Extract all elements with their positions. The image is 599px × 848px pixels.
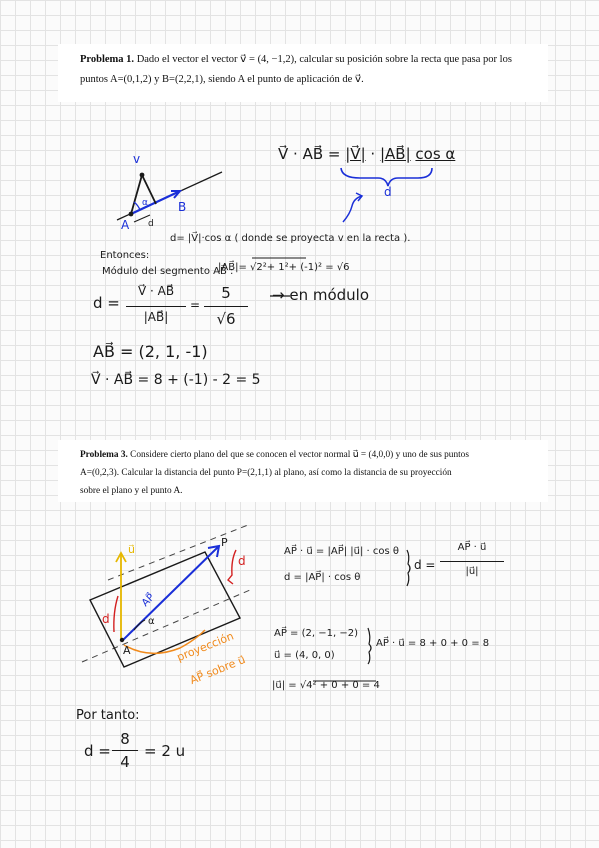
fraction-2-den: √6 xyxy=(216,310,236,328)
fig3-label-p: P xyxy=(221,536,228,549)
modulus-u: |u⃗| = √4² + 0 + 0 = 4 xyxy=(272,680,380,691)
fraction-1-den: |AB⃗| xyxy=(143,310,169,324)
fig3-label-ap: AP⃗ xyxy=(139,592,157,609)
d-lhs-3: d = xyxy=(414,558,436,572)
modulo-expr: |AB⃗|= √2²+ 1²+ (-1)² = √6 xyxy=(218,262,350,273)
proyeccion-sub: AP⃗ sobre u⃗ xyxy=(188,653,248,688)
fraction-1-num: V⃗ · AB⃗ xyxy=(137,284,175,298)
ab-vector: AB⃗ = (2, 1, -1) xyxy=(93,342,208,361)
eq-d-projection: d = |AP⃗| · cos θ xyxy=(284,572,361,583)
dot-calc-3: AP⃗ · u⃗ = 8 + 0 + 0 = 8 xyxy=(376,638,490,649)
modulo-label: Módulo del segmento AB⃗ : xyxy=(102,266,234,277)
formula-cos: cos α xyxy=(415,145,456,163)
fig3-label-d-right: d xyxy=(238,554,246,568)
ap-vector: AP⃗ = (2, −1, −2) xyxy=(274,628,358,639)
red-bracket-left xyxy=(114,596,118,632)
fig1-label-d: d xyxy=(148,219,154,229)
eq-dot-product: AP⃗ · u⃗ = |AP⃗| |u⃗| · cos θ xyxy=(284,546,400,557)
d-lhs: d = xyxy=(93,294,120,312)
d-definition: d= |V⃗|·cos α ( donde se proyecta v en la recta ). xyxy=(170,233,411,244)
en-modulo-note: → en módulo xyxy=(272,286,370,304)
proyeccion-label: proyección xyxy=(175,629,236,665)
fig1-label-alpha: α xyxy=(142,198,148,208)
d-equals: = xyxy=(190,298,201,312)
formula-dot: · xyxy=(370,145,376,163)
fig3-label-a: A xyxy=(123,644,131,657)
final-num: 8 xyxy=(120,730,130,748)
fig1-label-v: v xyxy=(133,152,141,166)
formula-lhs: V⃗ · AB⃗ = xyxy=(278,145,341,163)
problem-1-label: Problema 1. xyxy=(80,54,135,65)
final-rhs: = 2 u xyxy=(144,742,186,760)
fig3-label-u: u⃗ xyxy=(128,543,135,556)
entonces-label: Entonces: xyxy=(100,250,150,261)
red-bracket-right xyxy=(228,550,236,584)
fraction-2-num: 5 xyxy=(221,284,231,302)
fraction-3-num: AP⃗ · u⃗ xyxy=(457,542,487,553)
fig3-label-d-left: d xyxy=(102,612,110,626)
problem-3-label: Problema 3. xyxy=(80,450,128,460)
fraction-3-den: |u⃗| xyxy=(465,566,479,577)
plane-rectangle xyxy=(90,552,240,667)
fig1-label-b: B xyxy=(178,200,187,214)
dot-product-calc: V⃗ · AB⃗ = 8 + (-1) - 2 = 5 xyxy=(91,372,261,388)
problem-3-line-1: Considere cierto plano del que se conocen el vector normal u⃗ = (4,0,0) y uno de sus puntos xyxy=(127,450,469,460)
fig3-label-alpha: α xyxy=(148,616,155,627)
brace-label-d: d xyxy=(384,185,392,199)
problem-1-line-1: Dado el vector el vector v⃗ = (4, −1,2), calcular su posición sobre la recta que pasa por los xyxy=(134,54,512,65)
problem-1-line-2: puntos A=(0,1,2) y B=(2,2,1), siendo A el punto de aplicación de v⃗. xyxy=(80,74,364,85)
final-lhs: d = xyxy=(84,742,111,760)
formula-mod-ab: |AB⃗| xyxy=(379,145,411,163)
dashed-line-bottom xyxy=(82,590,250,665)
problem-3-line-3: sobre el plano y el punto A. xyxy=(80,486,183,496)
fig1-label-a: A xyxy=(121,218,130,232)
por-tanto: Por tanto: xyxy=(76,708,140,723)
problem-3-line-2: A=(0,2,3). Calcular la distancia del punto P=(2,1,1) al plano, así como la distancia de su proyección xyxy=(80,468,452,478)
u-vector: u⃗ = (4, 0, 0) xyxy=(274,650,335,661)
formula-mod-v: |V⃗| xyxy=(345,145,366,163)
final-den: 4 xyxy=(120,753,130,771)
